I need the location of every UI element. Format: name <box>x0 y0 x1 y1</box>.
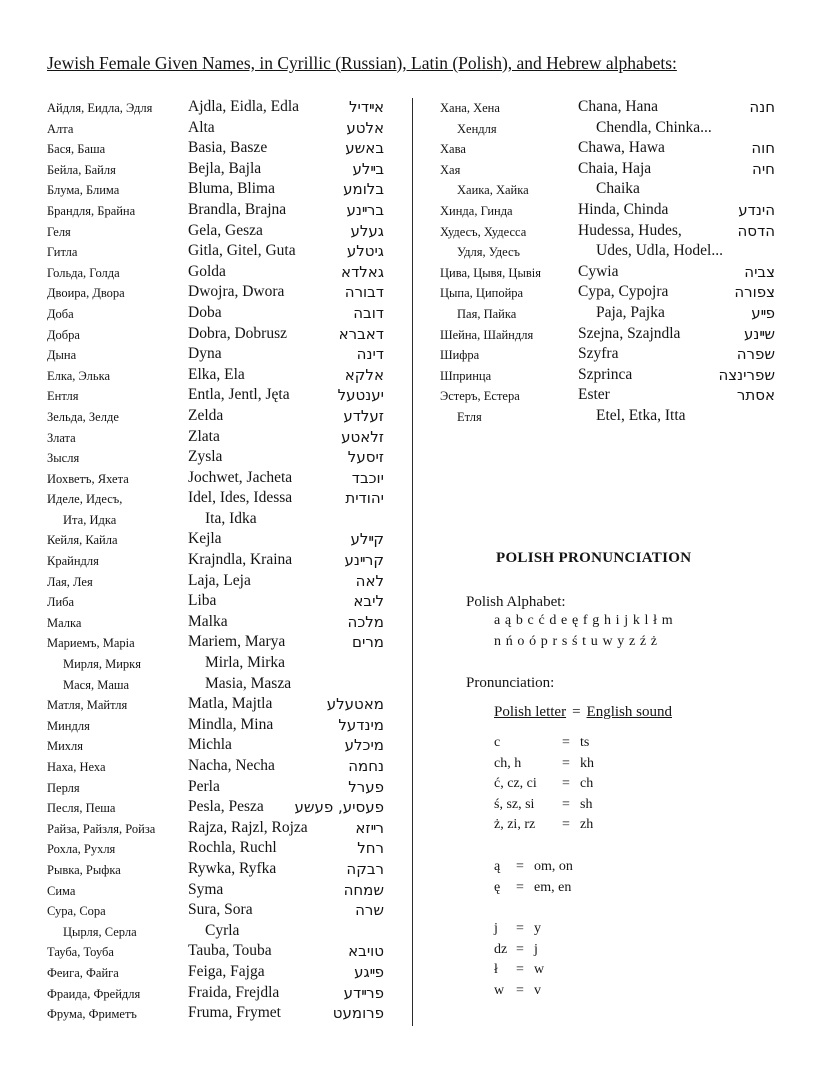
latin-name: Hinda, Chinda <box>578 200 669 218</box>
latin-name: Fruma, Frymet <box>188 1004 281 1022</box>
equals-sign: = <box>516 879 524 895</box>
english-sound: kh <box>580 755 594 771</box>
name-row <box>412 159 817 180</box>
hebrew-name: גיטלע <box>346 242 384 261</box>
english-sound: j <box>534 941 538 957</box>
name-row <box>0 550 412 571</box>
hebrew-name: זעלדע <box>343 406 384 425</box>
latin-name: Paja, Pajka <box>596 303 665 321</box>
cyrillic-name: Матля, Майтля <box>47 698 128 713</box>
name-row <box>412 385 817 406</box>
hebrew-name: פרײדע <box>343 983 384 1002</box>
name-row <box>0 529 412 550</box>
latin-name: Dobra, Dobrusz <box>188 324 288 342</box>
name-row <box>0 427 412 448</box>
cyrillic-name: Миндля <box>47 718 90 733</box>
name-row <box>0 941 412 962</box>
cyrillic-name: Феига, Файга <box>47 965 119 980</box>
english-sound: em, en <box>534 879 572 895</box>
latin-name: Perla <box>188 777 220 795</box>
name-row <box>0 1003 412 1024</box>
polish-letter: ą <box>494 859 501 874</box>
hebrew-name: מלכה <box>347 612 384 631</box>
latin-name: Krajndla, Kraina <box>188 551 293 569</box>
cyrillic-name: Мася, Маша <box>63 677 130 692</box>
latin-name: Chaia, Haja <box>578 159 652 177</box>
hebrew-name: נחמה <box>348 757 384 775</box>
name-row <box>0 262 412 283</box>
cyrillic-name: Михля <box>47 739 84 754</box>
equals-sign: = <box>562 817 570 833</box>
cyrillic-name: Злата <box>47 430 76 445</box>
name-row <box>412 118 817 139</box>
latin-name: Szprincа <box>578 365 633 383</box>
header-equals: = <box>572 704 581 720</box>
hebrew-name: קרײנע <box>344 551 384 570</box>
alphabet-label: Polish Alphabet: <box>466 594 566 610</box>
name-row <box>0 756 412 777</box>
latin-name: Bejla, Bajla <box>188 159 262 177</box>
names-column-right <box>412 97 817 427</box>
hebrew-name: דבורה <box>344 283 384 302</box>
name-row <box>0 735 412 756</box>
latin-name: Idel, Ides, Idessa <box>188 489 293 507</box>
cyrillic-name: Эстеръ, Естера <box>440 389 520 404</box>
latin-name: Masia, Masza <box>205 674 292 692</box>
cyrillic-name: Айдля, Еидла, Эдля <box>47 101 153 115</box>
latin-name: Ajdla, Eidla, Edla <box>188 98 300 115</box>
hebrew-name: יוכבד <box>351 468 384 487</box>
name-row <box>0 97 412 118</box>
latin-name: Gitla, Gitel, Guta <box>188 242 296 260</box>
hebrew-name: בײלע <box>352 159 384 178</box>
alphabet-line-2: n ń o ó p r s ś t u w y z ź ż <box>494 634 658 649</box>
polish-letter: j <box>494 921 498 937</box>
name-row <box>0 324 412 345</box>
hebrew-name: מאטעלע <box>326 695 384 714</box>
polish-letter: ć, cz, ci <box>494 776 537 792</box>
hebrew-name: דובה <box>353 303 384 322</box>
name-row <box>0 632 412 653</box>
latin-name: Basia, Basze <box>188 139 268 157</box>
english-sound: om, on <box>534 859 573 874</box>
cyrillic-name: Гитла <box>47 245 78 260</box>
name-row <box>0 777 412 798</box>
english-sound: zh <box>580 817 594 833</box>
english-sound: ts <box>580 735 590 750</box>
hebrew-name: יענטעל <box>337 386 384 405</box>
equals-sign: = <box>562 735 570 750</box>
hebrew-name: מיכלע <box>344 736 384 755</box>
name-row <box>0 159 412 180</box>
latin-name: Dwojra, Dwora <box>188 283 285 301</box>
hebrew-name: מרים <box>352 633 384 652</box>
hebrew-name: רײזא <box>355 818 384 837</box>
hebrew-name: פרומעט <box>332 1004 384 1023</box>
pronunciation-heading: POLISH PRONUNCIATION <box>496 550 692 566</box>
hebrew-name: אסתר <box>736 386 775 405</box>
equals-sign: = <box>516 921 524 937</box>
cyrillic-name: Бейла, Байля <box>47 162 116 177</box>
alphabet-line-1: a ą b c ć d e ę f g h i j k l ł m <box>494 613 674 628</box>
name-row <box>412 282 817 303</box>
name-row <box>0 344 412 365</box>
polish-letter: w <box>494 983 505 998</box>
latin-name: Zlata <box>188 427 220 445</box>
cyrillic-name: Бася, Баша <box>47 142 106 157</box>
latin-name: Cyrla <box>205 921 240 939</box>
polish-letter: c <box>494 735 501 750</box>
header-polish-letter: Polish letter <box>494 704 567 720</box>
name-row <box>0 859 412 880</box>
hebrew-name: שפרינצה <box>718 365 775 384</box>
cyrillic-name: Ита, Идка <box>63 512 117 527</box>
latin-name: Tauba, Touba <box>188 942 272 960</box>
name-row <box>0 694 412 715</box>
hebrew-name: אײדיל <box>348 98 384 116</box>
latin-name: Elka, Ela <box>188 365 245 383</box>
cyrillic-name: Хава <box>440 142 466 157</box>
english-sound: v <box>534 983 541 998</box>
cyrillic-name: Либа <box>47 595 75 610</box>
latin-name: Rochla, Ruchl <box>188 839 277 857</box>
name-row <box>0 200 412 221</box>
cyrillic-name: Сима <box>47 883 76 898</box>
latin-name: Alta <box>188 118 215 136</box>
cyrillic-name: Кейля, Кайла <box>47 533 118 548</box>
name-row <box>0 962 412 983</box>
cyrillic-name: Шейна, Шайндля <box>440 327 534 342</box>
cyrillic-name: Рывка, Рыфка <box>47 862 121 877</box>
cyrillic-name: Перля <box>47 780 80 795</box>
equals-sign: = <box>516 859 524 874</box>
name-row <box>0 674 412 695</box>
name-row <box>0 509 412 530</box>
hebrew-name: אלטע <box>346 118 384 137</box>
name-row <box>412 200 817 221</box>
cyrillic-name: Доба <box>47 306 74 321</box>
name-row <box>0 282 412 303</box>
english-sound: w <box>534 962 545 978</box>
name-row <box>0 138 412 159</box>
latin-name: Szyfra <box>578 345 619 363</box>
latin-name: Doba <box>188 303 222 321</box>
name-row <box>0 797 412 818</box>
equals-sign: = <box>516 962 524 978</box>
hebrew-name: פײגע <box>354 962 384 981</box>
name-row <box>412 365 817 386</box>
cyrillic-name: Хендля <box>457 121 497 136</box>
cyrillic-name: Геля <box>47 224 71 239</box>
name-row <box>0 612 412 633</box>
latin-name: Laja, Leja <box>188 571 251 589</box>
name-row <box>0 983 412 1004</box>
cyrillic-name: Двоира, Двора <box>47 286 125 301</box>
hebrew-name: טויבא <box>348 942 384 961</box>
name-row <box>0 488 412 509</box>
name-row <box>412 344 817 365</box>
name-row <box>0 653 412 674</box>
latin-name: Liba <box>188 592 217 610</box>
hebrew-name: זלאטע <box>341 427 384 446</box>
latin-name: Etel, Etka, Itta <box>596 406 686 424</box>
latin-name: Chawa, Hawa <box>578 139 665 157</box>
name-row <box>0 818 412 839</box>
latin-name: Ester <box>578 386 610 404</box>
name-row <box>412 97 817 118</box>
hebrew-name: צפורה <box>734 283 775 302</box>
latin-name: Cywia <box>578 262 619 280</box>
name-row <box>412 406 817 427</box>
hebrew-name: קײלע <box>350 530 384 549</box>
cyrillic-name: Наха, Неха <box>47 760 106 774</box>
equals-sign: = <box>562 776 570 792</box>
latin-name: Pesla, Pesza <box>188 798 264 816</box>
cyrillic-name: Хана, Хена <box>440 101 500 115</box>
name-row <box>0 571 412 592</box>
name-row <box>0 179 412 200</box>
cyrillic-name: Рохла, Рухля <box>47 842 116 857</box>
latin-name: Ita, Idka <box>205 509 257 527</box>
name-row <box>412 179 817 200</box>
cyrillic-name: Хая <box>440 162 461 177</box>
latin-name: Feiga, Fajga <box>188 962 265 980</box>
hebrew-name: שײנע <box>744 324 775 343</box>
cyrillic-name: Сура, Сора <box>47 904 106 919</box>
cyrillic-name: Елка, Элька <box>47 368 111 383</box>
hebrew-name: באשע <box>345 139 384 158</box>
latin-name: Chana, Hana <box>578 98 659 115</box>
name-row <box>0 406 412 427</box>
name-row <box>0 591 412 612</box>
hebrew-name: צביה <box>744 262 775 281</box>
cyrillic-name: Хаика, Хайка <box>457 183 529 198</box>
polish-letter: ś, sz, si <box>494 796 535 812</box>
cyrillic-name: Зельда, Зелде <box>47 409 119 424</box>
latin-name: Zysla <box>188 448 223 466</box>
hebrew-name: הינדע <box>738 200 775 219</box>
cyrillic-name: Лая, Лея <box>47 574 93 589</box>
pronunciation-label: Pronunciation: <box>466 675 555 691</box>
header-english-sound: English sound <box>586 704 672 720</box>
hebrew-name: דינה <box>356 345 384 364</box>
hebrew-name: אלקא <box>344 365 384 384</box>
cyrillic-name: Песля, Пеша <box>47 801 116 816</box>
hebrew-name: פעסיע, פעשע <box>294 798 384 817</box>
hebrew-name: דאברא <box>338 324 384 343</box>
hebrew-name: חוה <box>751 139 775 158</box>
name-row <box>0 715 412 736</box>
cyrillic-name: Зысля <box>47 451 80 466</box>
name-row <box>412 262 817 283</box>
cyrillic-name: Фраида, Фрейдля <box>47 986 141 1001</box>
cyrillic-name: Пая, Пайка <box>457 306 517 321</box>
hebrew-name: לאה <box>355 571 384 590</box>
latin-name: Hudessa, Hudes, <box>578 221 682 239</box>
name-row <box>412 138 817 159</box>
latin-name: Nacha, Necha <box>188 757 275 774</box>
name-row <box>0 921 412 942</box>
name-row <box>412 241 817 262</box>
hebrew-name: מינדעל <box>338 715 384 734</box>
latin-name: Mirla, Mirka <box>205 654 286 672</box>
hebrew-name: רבקה <box>346 859 384 878</box>
hebrew-name: פערל <box>348 777 384 796</box>
latin-name: Udes, Udla, Hodel... <box>596 242 723 260</box>
name-row <box>0 838 412 859</box>
latin-name: Michla <box>188 736 232 754</box>
latin-name: Jochwet, Jacheta <box>188 468 293 486</box>
name-row <box>0 880 412 901</box>
cyrillic-name: Ентля <box>47 389 79 404</box>
name-row <box>412 303 817 324</box>
equals-sign: = <box>516 941 524 957</box>
hebrew-name: שמחה <box>343 880 384 899</box>
pronunciation-table-header <box>494 704 672 721</box>
cyrillic-name: Фрума, Фриметъ <box>47 1007 137 1022</box>
name-row <box>0 468 412 489</box>
cyrillic-name: Цыпа, Ципойра <box>440 286 524 301</box>
cyrillic-name: Блума, Блима <box>47 183 120 198</box>
names-column-left <box>0 97 412 1024</box>
hebrew-name: ליבא <box>353 592 384 611</box>
polish-letter: ę <box>494 879 501 895</box>
hebrew-name: זיסעל <box>347 448 384 467</box>
cyrillic-name: Гольда, Голда <box>47 265 120 280</box>
latin-name: Mindla, Mina <box>188 715 274 733</box>
name-row <box>0 365 412 386</box>
hebrew-name: בלומע <box>343 180 384 199</box>
latin-name: Chendla, Chinka... <box>596 118 712 136</box>
english-sound: sh <box>580 796 593 812</box>
cyrillic-name: Иохветъ, Яхета <box>47 471 129 486</box>
latin-name: Matla, Majtla <box>188 695 273 713</box>
cyrillic-name: Мирля, Миркя <box>63 657 142 672</box>
hebrew-name: יהודית <box>345 489 384 508</box>
cyrillic-name: Мариемъ, Маріа <box>47 636 135 651</box>
latin-name: Rywka, Ryfka <box>188 859 277 877</box>
cyrillic-name: Брандля, Брайна <box>47 203 136 218</box>
latin-name: Brandla, Brajna <box>188 200 287 218</box>
name-row <box>0 900 412 921</box>
latin-name: Cypa, Cypojra <box>578 283 669 301</box>
latin-name: Entla, Jentl, Jęta <box>188 386 290 404</box>
page-title: Jewish Female Given Names, in Cyrillic (Russian), Latin (Polish), and Hebrew alphabets: <box>47 53 677 73</box>
latin-name: Sura, Sora <box>188 901 253 919</box>
equals-sign: = <box>562 796 570 812</box>
cyrillic-name: Етля <box>457 409 482 424</box>
latin-name: Malka <box>188 612 228 630</box>
polish-letter: ż, zi, rz <box>494 817 536 833</box>
cyrillic-name: Крайндля <box>47 554 99 569</box>
cyrillic-name: Худесъ, Худесса <box>440 224 527 239</box>
english-sound: ch <box>580 776 594 792</box>
hebrew-name: חיה <box>752 159 775 178</box>
cyrillic-name: Алта <box>47 121 74 136</box>
cyrillic-name: Тауба, Тоуба <box>47 945 114 960</box>
latin-name: Fraida, Frejdla <box>188 983 280 1001</box>
polish-letter: ch, h <box>494 755 522 771</box>
name-row <box>0 447 412 468</box>
english-sound: y <box>534 921 541 937</box>
name-row <box>412 324 817 345</box>
cyrillic-name: Хинда, Гинда <box>440 203 513 218</box>
polish-letter: ł <box>494 962 498 978</box>
latin-name: Dyna <box>188 345 222 363</box>
name-row <box>0 303 412 324</box>
latin-name: Mariem, Marya <box>188 633 286 651</box>
latin-name: Gela, Gesza <box>188 221 263 239</box>
hebrew-name: פײע <box>751 303 775 322</box>
hebrew-name: הדסה <box>737 221 775 240</box>
latin-name: Kejla <box>188 530 222 548</box>
equals-sign: = <box>562 755 570 771</box>
hebrew-name: געלע <box>350 221 384 240</box>
name-row <box>0 241 412 262</box>
cyrillic-name: Иделе, Идесъ, <box>47 492 123 507</box>
latin-name: Golda <box>188 262 226 280</box>
cyrillic-name: Шифра <box>440 348 480 363</box>
cyrillic-name: Малка <box>47 615 82 630</box>
equals-sign: = <box>516 983 524 998</box>
cyrillic-name: Удля, Удесъ <box>457 245 521 260</box>
cyrillic-name: Добра <box>47 327 80 342</box>
hebrew-name: רחל <box>357 839 384 858</box>
name-row <box>412 221 817 242</box>
latin-name: Rajza, Rajzl, Rojza <box>188 818 308 836</box>
latin-name: Syma <box>188 880 224 898</box>
cyrillic-name: Цырля, Серла <box>63 924 137 939</box>
latin-name: Bluma, Blima <box>188 180 275 198</box>
cyrillic-name: Шпринца <box>440 368 492 383</box>
name-row <box>0 385 412 406</box>
hebrew-name: שרה <box>355 901 384 920</box>
latin-name: Szejna, Szajndla <box>578 324 681 342</box>
hebrew-name: חנה <box>749 98 775 116</box>
hebrew-name: שפרה <box>736 345 775 364</box>
polish-letter: dz <box>494 941 508 957</box>
latin-name: Zelda <box>188 406 224 424</box>
cyrillic-name: Цива, Цывя, Цывія <box>440 265 541 280</box>
latin-name: Chaika <box>596 180 640 198</box>
name-row <box>0 118 412 139</box>
name-row <box>0 221 412 242</box>
cyrillic-name: Райза, Райзля, Ройза <box>47 821 156 836</box>
hebrew-name: ברײנע <box>346 200 384 219</box>
hebrew-name: גאלדא <box>341 262 384 281</box>
cyrillic-name: Дына <box>47 348 77 363</box>
